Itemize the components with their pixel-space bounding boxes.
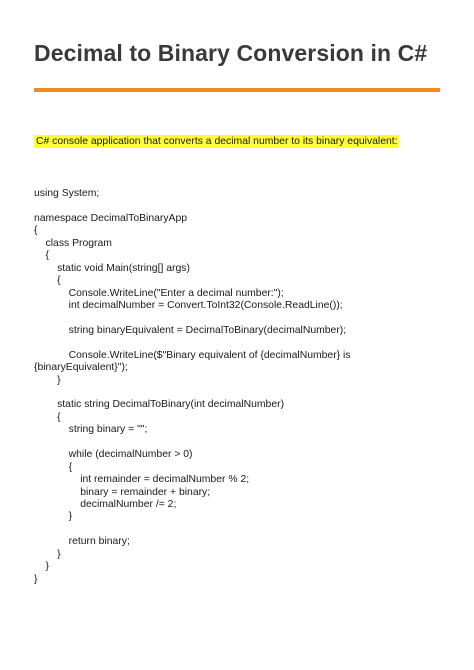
code-line: static void Main(string[] args): [34, 262, 190, 274]
intro-highlighted-text: C# console application that converts a decimal number to its binary equivalent:: [36, 136, 398, 147]
code-line: [34, 437, 444, 449]
code-line: int remainder = decimalNumber % 2;: [34, 474, 250, 486]
code-line: [34, 200, 444, 212]
code-line: class Program: [34, 237, 112, 249]
code-line: }: [34, 573, 38, 585]
code-line: Console.WriteLine($"Binary equivalent of {decimalNumber} is: [34, 349, 351, 361]
code-line: [34, 312, 444, 324]
code-line: static string DecimalToBinary(int decimalNumber): [34, 399, 285, 411]
code-line: string binary = "";: [34, 424, 148, 436]
code-line: {: [34, 461, 73, 473]
code-line: binary = remainder + binary;: [34, 486, 211, 498]
code-line: while (decimalNumber > 0): [34, 449, 193, 461]
code-line: [34, 387, 444, 399]
code-line: [34, 524, 444, 536]
intro-paragraph: [34, 136, 399, 147]
code-line: [34, 337, 444, 349]
code-line: decimalNumber /= 2;: [34, 498, 177, 510]
code-line: {: [34, 250, 50, 262]
code-line: string binaryEquivalent = DecimalToBinary(decimalNumber);: [34, 324, 347, 336]
code-line: }: [34, 561, 50, 573]
code-line: using System;: [34, 188, 100, 199]
code-line: {: [34, 275, 61, 287]
code-line: int decimalNumber = Convert.ToInt32(Console.ReadLine());: [34, 299, 343, 311]
code-line: }: [34, 511, 73, 523]
code-line: Console.WriteLine("Enter a decimal number:");: [34, 287, 284, 299]
code-block: [34, 188, 444, 586]
code-line: {: [34, 225, 38, 237]
code-line: {: [34, 411, 61, 423]
code-line: return binary;: [34, 536, 130, 548]
code-line: {binaryEquivalent}");: [34, 362, 128, 374]
code-line: }: [34, 548, 61, 560]
code-line: }: [34, 374, 61, 386]
code-line: namespace DecimalToBinaryApp: [34, 212, 188, 224]
document-title: Decimal to Binary Conversion in C#: [34, 40, 428, 66]
title-underline-rule: [34, 88, 440, 92]
